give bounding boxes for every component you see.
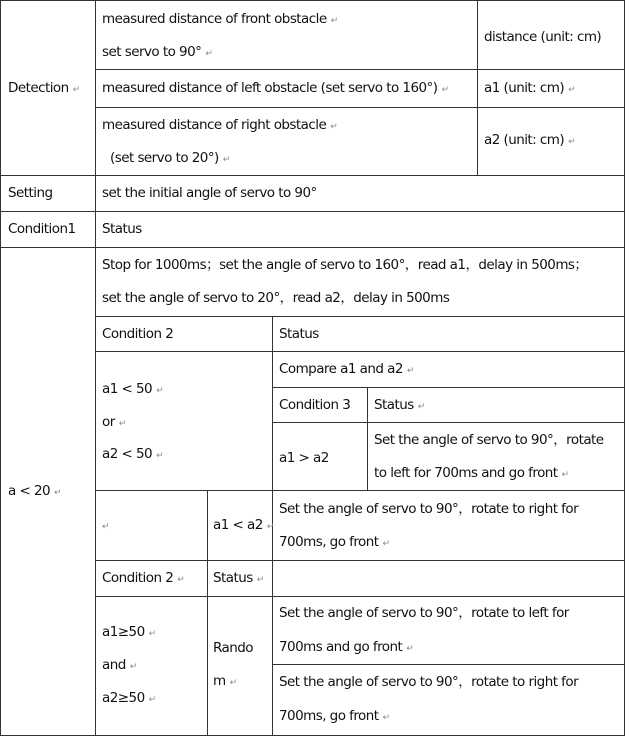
rule-front-left (95, 69, 625, 70)
cond-a2-lt-50: a2 < 50 ↵ (102, 446, 164, 462)
condition3-header: Condition 3 (279, 397, 351, 413)
front-servo-text: set servo to 90° ↵ (102, 44, 213, 60)
random-right-line1: Set the angle of servo to 90°，rotate to right for (279, 674, 579, 690)
rule-setting-condition1 (0, 211, 625, 212)
cond-a1-lt-50: a1 < 50 ↵ (102, 381, 164, 397)
setting-label: Setting (8, 185, 53, 201)
rule-left-right (95, 107, 625, 108)
condition2-header: Condition 2 (102, 326, 174, 342)
front-distance-text: measured distance of front obstacle ↵ (102, 11, 339, 27)
rule-block1-end (95, 560, 625, 561)
condition2b-header: Condition 2 ↵ (102, 570, 185, 586)
cond-a1-gt-a2: a1 > a2 (279, 450, 329, 466)
right-distance-text: measured distance of right obstacle ↵ (102, 117, 338, 133)
a-lt-20-label: a < 20 ↵ (8, 483, 62, 499)
random-right-line2: 700ms, go front ↵ (279, 708, 391, 724)
left-distance-text: measured distance of left obstacle (set servo to 160°) ↵ (102, 80, 449, 96)
rule-cond2-body (95, 351, 625, 352)
rule-left (0, 0, 1, 736)
front-unit: distance (unit: cm) (484, 29, 602, 45)
rule-block1-mid (95, 490, 625, 491)
rule-random-mid (272, 664, 625, 665)
rule-label-col (95, 0, 96, 736)
rule-top (0, 0, 625, 1)
rule-cond3-body (272, 422, 625, 423)
rule-cond2b-body (95, 596, 625, 597)
cond-and: and ↵ (102, 657, 138, 673)
random-label-line1: Rando (213, 640, 253, 656)
right-unit: a2 (unit: cm) ↵ (484, 132, 576, 148)
rotate-right-line1: Set the angle of servo to 90°，rotate to right for (279, 501, 579, 517)
rule-condition1-a (0, 247, 625, 248)
empty-cell-mark: ↵ (102, 522, 110, 532)
condition1-status-header: Status (102, 221, 142, 237)
random-left-line2: 700ms and go front ↵ (279, 639, 414, 655)
rotate-left-line1: Set the angle of servo to 90°，rotate (374, 432, 604, 448)
left-unit: a1 (unit: cm) ↵ (484, 80, 576, 96)
stop-instruction-line1: Stop for 1000ms；set the angle of servo to 160°，read a1，delay in 500ms； (102, 257, 588, 273)
cond-a1-lt-a2: a1 < a2 ↵ (213, 517, 275, 533)
rule-unit-col (477, 0, 478, 175)
random-left-line1: Set the angle of servo to 90°，rotate to left for (279, 605, 569, 621)
cond-a1-ge-50: a1≥50 ↵ (102, 624, 157, 640)
rotate-right-line2: 700ms, go front ↵ (279, 534, 391, 550)
rule-compare-cond3 (272, 387, 625, 388)
rule-cond3-col (367, 387, 368, 490)
rule-detection-setting (0, 175, 625, 176)
cond-or: or ↵ (102, 414, 127, 430)
rule-stop-cond2 (95, 316, 625, 317)
status-header: Status (279, 326, 319, 342)
cond-a2-ge-50: a2≥50 ↵ (102, 690, 157, 706)
setting-text: set the initial angle of servo to 90° (102, 185, 317, 201)
compare-a1-a2: Compare a1 and a2 ↵ (279, 361, 415, 377)
detection-label: Detection ↵ (8, 80, 81, 96)
rotate-left-line2: to left for 700ms and go front ↵ (374, 465, 570, 481)
status-b-header: Status ↵ (213, 570, 265, 586)
random-label-line2: m ↵ (213, 673, 238, 689)
right-servo-text: (set servo to 20°) ↵ (110, 150, 231, 166)
condition1-label: Condition1 (8, 221, 76, 237)
stop-instruction-line2: set the angle of servo to 20°，read a2，delay in 500ms (102, 290, 450, 306)
rule-sub-col (207, 490, 208, 736)
condition3-status-header: Status ↵ (374, 397, 426, 413)
